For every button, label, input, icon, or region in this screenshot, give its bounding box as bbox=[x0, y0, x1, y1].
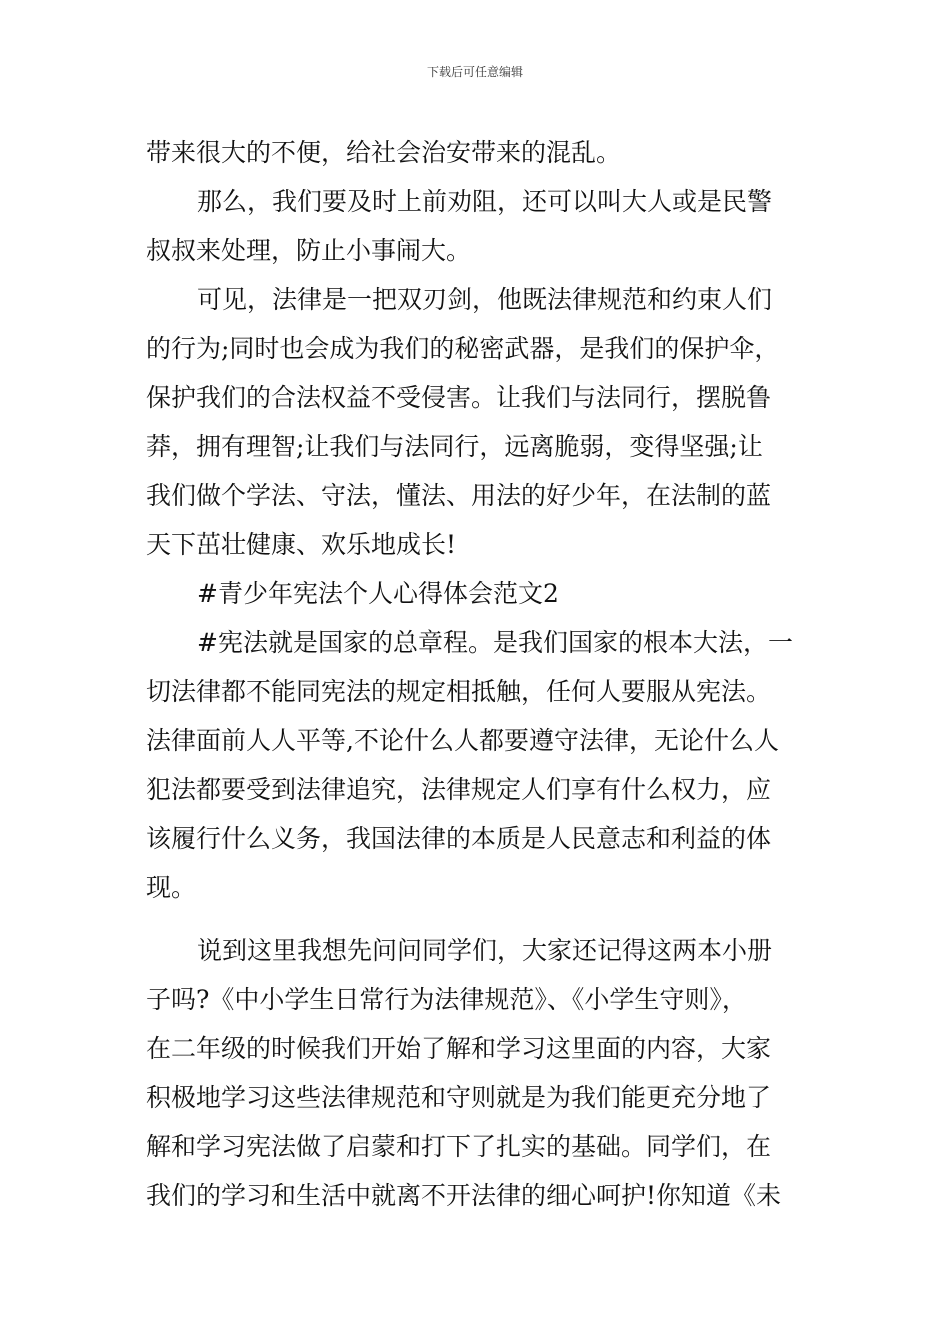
text-line: 我们做个学法、守法，懂法、用法的好少年，在法制的蓝 bbox=[146, 481, 772, 510]
text-line: 法律面前人人平等,不论什么人都要遵守法律，无论什么人 bbox=[146, 726, 779, 755]
text-line: 犯法都要受到法律追究，法律规定人们享有什么权力，应 bbox=[146, 775, 772, 804]
text-line: 可见，法律是一把双刃剑，他既法律规范和约束人们 bbox=[197, 285, 773, 314]
text-line: 积极地学习这些法律规范和守则就是为我们能更充分地了 bbox=[146, 1083, 772, 1112]
text-line: 的行为;同时也会成为我们的秘密武器，是我们的保护伞， bbox=[146, 334, 780, 363]
text-line: 该履行什么义务，我国法律的本质是人民意志和利益的体 bbox=[146, 824, 772, 853]
text-line: 现。 bbox=[146, 873, 197, 902]
text-line: 叔叔来处理，防止小事闹大。 bbox=[146, 236, 472, 265]
text-line: 保护我们的合法权益不受侵害。让我们与法同行，摆脱鲁 bbox=[146, 383, 772, 412]
text-line: 带来很大的不便，给社会治安带来的混乱。 bbox=[146, 138, 622, 167]
text-line: 子吗?《中小学生日常行为法律规范》、《小学生守则》， bbox=[146, 985, 747, 1014]
text-line: 切法律都不能同宪法的规定相抵触，任何人要服从宪法。 bbox=[146, 677, 772, 706]
text-line: 那么，我们要及时上前劝阻，还可以叫大人或是民警 bbox=[197, 187, 773, 216]
text-line: 我们的学习和生活中就离不开法律的细心呵护!你知道《未 bbox=[146, 1181, 782, 1210]
paragraph-gap bbox=[146, 912, 810, 926]
section-heading: #青少年宪法个人心得体会范文2 bbox=[197, 579, 559, 608]
text-line: 在二年级的时候我们开始了解和学习这里面的内容，大家 bbox=[146, 1034, 772, 1063]
text-line: #宪法就是国家的总章程。是我们国家的根本大法，一 bbox=[197, 628, 793, 657]
text-line: 莽，拥有理智;让我们与法同行，远离脆弱，变得坚强;让 bbox=[146, 432, 763, 461]
page-header-note: 下载后可任意编辑 bbox=[426, 65, 523, 79]
text-line: 解和学习宪法做了启蒙和打下了扎实的基础。同学们，在 bbox=[146, 1132, 772, 1161]
document-body bbox=[146, 128, 810, 1220]
text-line: 说到这里我想先问问同学们，大家还记得这两本小册 bbox=[197, 936, 773, 965]
text-line: 天下茁壮健康、欢乐地成长! bbox=[146, 530, 457, 559]
